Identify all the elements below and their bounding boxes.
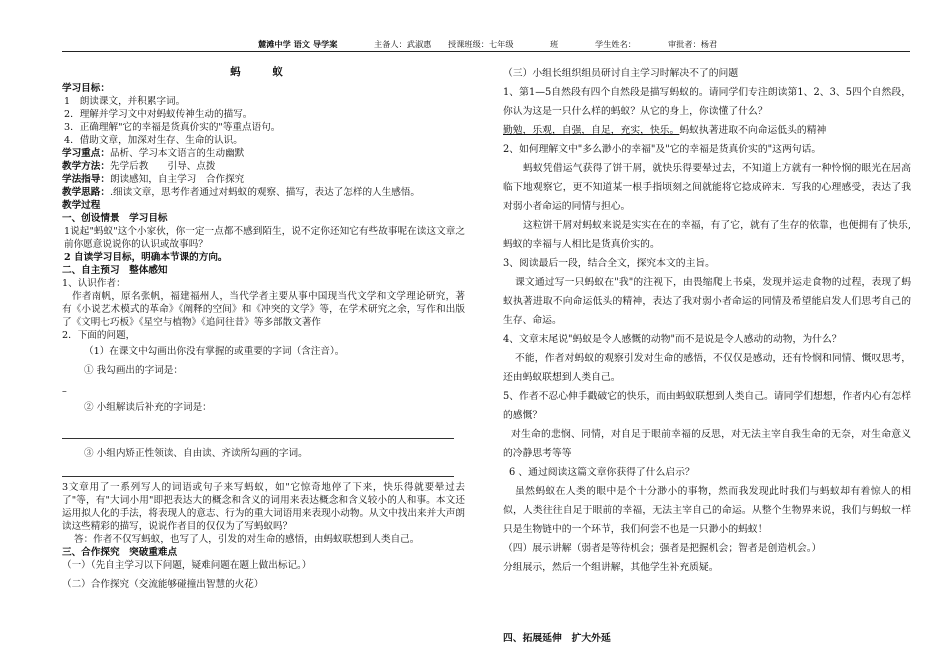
- right-a1-tail: 蚂蚁执著进取不向命运低头的精神: [679, 125, 827, 136]
- right-q6: 6 、通过阅读这篇文章你获得了什么启示？: [509, 467, 695, 478]
- right-q5: 5、作者不忍心伸手戳破它的快乐，而由蚂蚁联想到人类自己。请同学们想想，作者内心有怎样的感慨？: [503, 391, 911, 421]
- author-subhead: 1、认识作者：: [62, 278, 126, 289]
- right-q2: 2、如何理解文中"多么渺小的幸福"及"它的幸福是货真价实的"这两句话。: [503, 144, 822, 155]
- question-3: 3文章用了一系列写人的词语或句子来写蚂蚁，如"它惊奇地停了下来，快乐得就要晕过去了"等，有"大词小用"即把表达大的概念和含义的词用来表达概念和含义较小的人和事。本文还运用拟人化的手法，将表现人的意志、行为的重大词语用来表现小动物。从文中找出来并大声朗读这些精彩的描写，说说作者目的仅仅为了写蚂蚁吗？: [62, 482, 465, 532]
- section1-heading: 一、创设情景 学习目标: [62, 213, 168, 224]
- school-subject: 麓滩中学 语文 导学案: [258, 39, 338, 49]
- study-text: 朗读感知，自主学习 合作探究: [109, 174, 245, 185]
- right-a6: 虽然蚂蚁在人类的眼中是个十分渺小的事物，然而我发现此时我们与蚂蚁却有着惊人的相似，人类往往自足于眼前的幸福，无法主宰自己的命运。从整个生物界来说，我们与蚂蚁一样只是生物链中的一个环节，我们何尝不也是一只渺小的蚂蚁！: [503, 486, 911, 535]
- goal-item: 2．理解并学习文中对蚂蚁传神生动的描写。: [64, 109, 253, 120]
- question-1c: ③ 小组内矫正性领读、自由读、齐读所勾画的字词。: [84, 448, 308, 459]
- right-q1: 1、第1—5自然段有四个自然段是描写蚂蚁的。请同学们专注朗读第1、2、3、5四个自然段，你认为这是一只什么样的蚂蚁？从它的身上，你读懂了什么？: [503, 87, 911, 117]
- goal-item: 3．正确理解"它的幸福是货真价实的"等重点语句。: [64, 122, 281, 133]
- class-info: 授课班级：七年级: [448, 39, 514, 49]
- answer-blank-1: –: [62, 386, 67, 397]
- right-q4: 4、文章末尾说"蚂蚁是令人感慨的动物"而不是说是令人感动的动物，为什么？: [503, 334, 842, 345]
- key-text: 品析、学习本文语言的生动幽默: [109, 148, 245, 159]
- right-a5: 对生命的悲悯、同情，对自足于眼前幸福的反思，对无法主宰自我生命的无奈，对生命意义的冷静思考等等: [503, 429, 911, 459]
- right-a4: 不能，作者对蚂蚁的观察引发对生命的感悟，不仅仅是感动，还有怜悯和同情、慨叹思考，还由蚂蚁联想到人类自己。: [503, 353, 911, 383]
- answer-line-2: [62, 428, 454, 439]
- goals-heading: 学习目标：: [62, 83, 110, 94]
- page-header: [62, 38, 910, 50]
- left-column: [62, 62, 465, 591]
- lesson-title: 蚂 蚁: [230, 66, 297, 78]
- class-suffix: 班: [550, 39, 559, 49]
- right-a1: [503, 121, 911, 140]
- section2-heading: 二、自主预习 整体感知: [62, 265, 168, 276]
- section1-para1: 1说起"蚂蚁"这个小家伙，你一定一点都不感到陌生，说不定你还知它有些故事呢在读这文章之前你愿意说说你的认识或故事吗？: [64, 226, 465, 250]
- header-rule: [62, 51, 910, 52]
- questions-subhead: 2．下面的问题，: [62, 330, 136, 341]
- reviewer: 审批者：杨君: [668, 39, 718, 49]
- key-label: 学习重点：: [62, 148, 110, 159]
- question-1b: ② 小组解读后补充的字词是：: [84, 402, 212, 413]
- teaching-method: [62, 160, 465, 173]
- goal-item: 1 朗读课文，并积累字词。: [64, 96, 186, 107]
- answer-line-3: [62, 466, 454, 477]
- method-label: 教学方法：: [62, 161, 110, 172]
- right-column: [503, 64, 911, 577]
- right-display: （四）展示讲解（弱者是等待机会；强者是把握机会；智者是创造机会。）: [503, 543, 822, 554]
- right-a2a: 蚂蚁凭借运气获得了饼干屑，就快乐得要晕过去，不知道上方就有一种怜悯的眼光在居高临下地观察它，更不知道某一根手指顷刻之间就能将它捻成碎末．写我的心理感受，表达了我对弱小者命运的同情与担心。: [503, 163, 911, 212]
- question-1: （1）在课文中勾画出你没有掌握的或重要的字词（含注音）。: [84, 346, 345, 357]
- teaching-idea: [62, 186, 465, 199]
- right-q3: 3、阅读最后一段，结合全文，探究本文的主旨。: [503, 258, 715, 269]
- right-a2b: 这粒饼干屑对蚂蚁来说是实实在在的幸福，有了它，就有了生存的依靠，也便拥有了快乐,蚂蚁的幸福与人相比是货真价实的。: [503, 220, 911, 250]
- process-heading: 教学过程: [62, 200, 101, 211]
- method-text: 先学后教 引导、点拨: [109, 161, 216, 172]
- section3-heading: 三、合作探究 突破重难点: [62, 547, 178, 558]
- right-a3: 课文通过写一只蚂蚁在"我"的注视下，由畏缩爬上书桌，发现并运走食物的过程，表现了蚂蚁执著进取不向命运低头的精神，表达了我对弱小者命运的同情及希望能启发人们思考自己的生存、命运。: [503, 277, 911, 326]
- section3-sub1: （一）（先自主学习以下问题，疑难问题在题上做出标记。）: [62, 560, 312, 571]
- answer-3: 答：作者不仅写蚂蚁，也写了人，引发的对生命的感悟，由蚂蚁联想到人类自己。: [74, 534, 420, 545]
- study-label: 学法指导：: [62, 174, 110, 185]
- section1-para2: 2 自读学习目标，明确本节课的方向。: [64, 252, 228, 263]
- key-point: [62, 147, 465, 160]
- right-heading: （三）小组长组织组员研讨自主学习时解决不了的问题: [503, 68, 739, 79]
- section4-heading: 四、拓展延伸 扩大外延: [503, 633, 611, 644]
- question-1a: ① 我勾画出的字词是：: [84, 365, 183, 376]
- idea-label: 教学思路：: [62, 187, 110, 198]
- goal-item: 4．借助文章，加深对生存、生命的认识。: [64, 135, 243, 146]
- study-guide: [62, 173, 465, 186]
- student-name: 学生姓名：: [595, 39, 636, 49]
- trait-words: 勤勉，乐观，自强，自足，充实，快乐。: [503, 125, 680, 136]
- idea-text: .细读文章，思考作者通过对蚂蚁的观察、描写，表达了怎样的人生感悟。: [109, 187, 421, 198]
- author-intro: 作者南帆，原名张帆，福建福州人，当代学者主要从事中国现当代文学和文学理论研究，著有《小说艺术模式的革命》《阐释的空间》和《冲突的文学》等，在学术研究之余，写作和出版了《文明七巧板》《星空与植物》《追问往昔》等多部散文著作: [62, 291, 465, 328]
- section3-sub2: （二）合作探究（交流能够碰撞出智慧的火花）: [62, 579, 264, 590]
- right-group: 分组展示，然后一个组讲解，其他学生补充质疑。: [503, 562, 719, 573]
- preparer: 主备人：武淑惠: [374, 39, 432, 49]
